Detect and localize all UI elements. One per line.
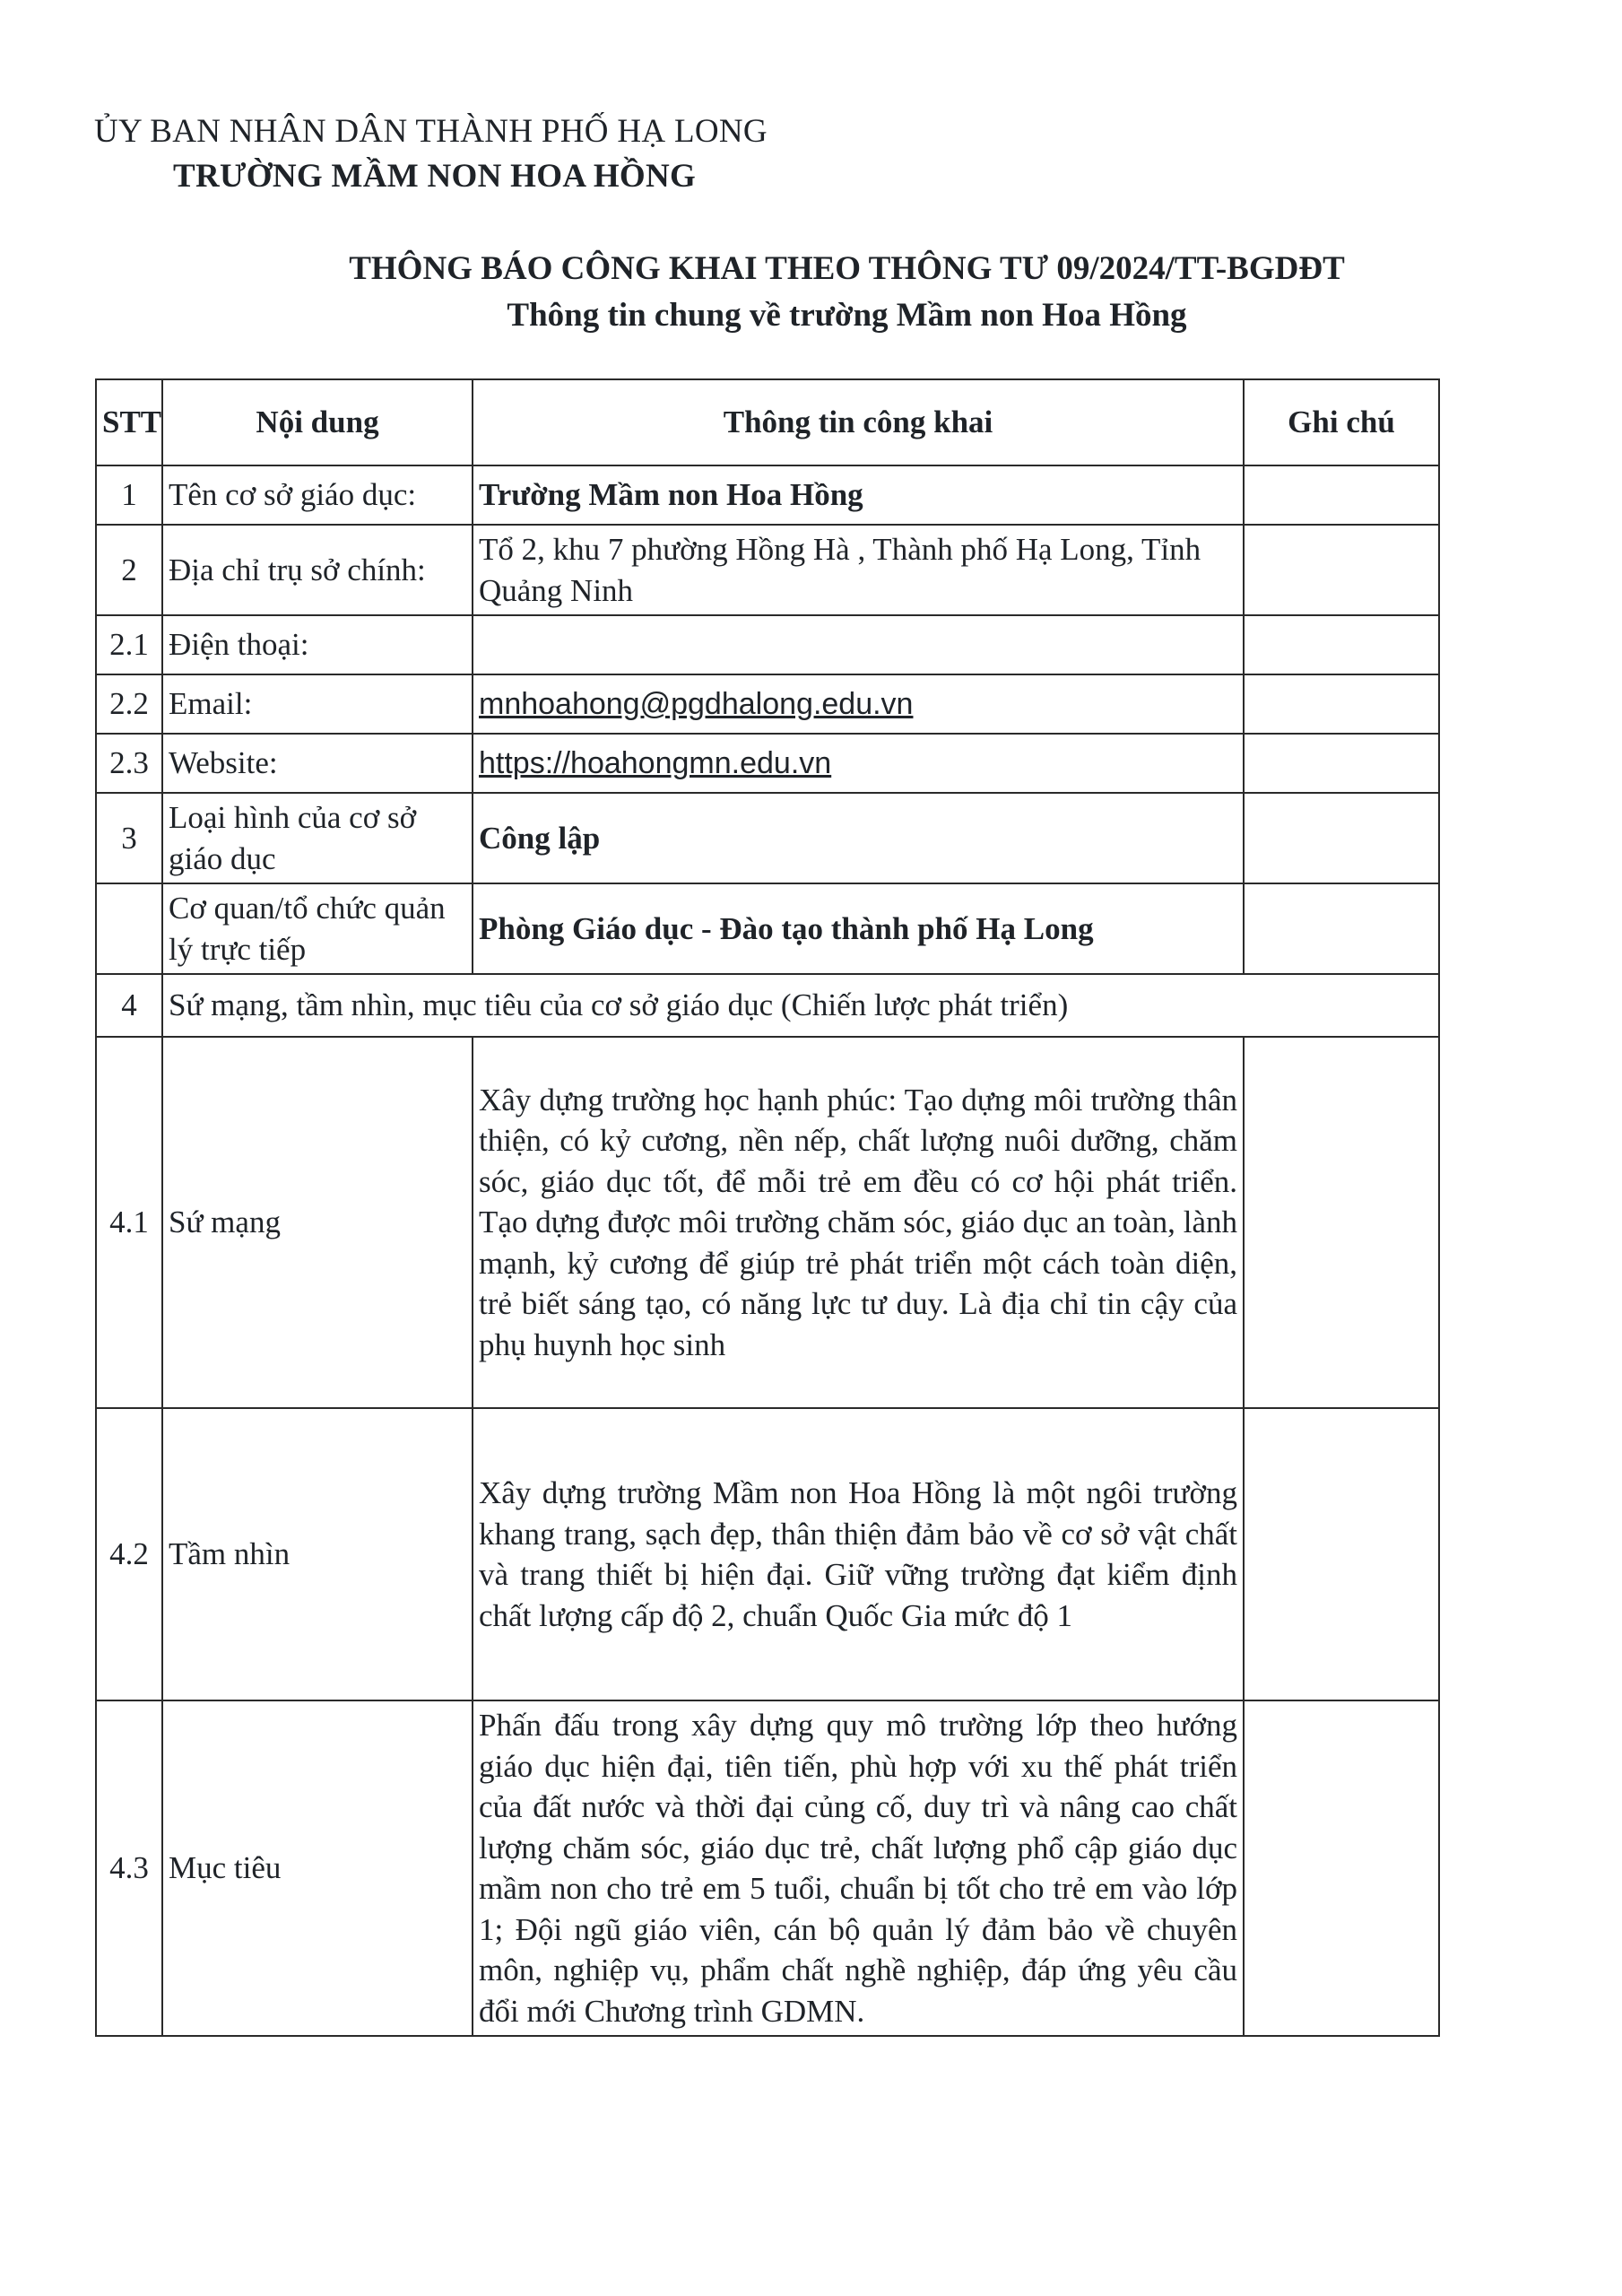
row-note [1244, 1408, 1439, 1700]
row-label: Cơ quan/tổ chức quản lý trực tiếp [162, 883, 473, 974]
row-label: Tầm nhìn [162, 1408, 473, 1700]
row-label: Loại hình của cơ sở giáo dục [162, 793, 473, 883]
table-row [96, 1408, 1439, 1700]
row-number: 2 [96, 525, 162, 615]
row-number: 4.1 [96, 1037, 162, 1408]
table-row [96, 1037, 1439, 1408]
row-label: Điện thoại: [162, 615, 473, 674]
email-link[interactable]: mnhoahong@pgdhalong.edu.vn [479, 687, 914, 722]
table-row [96, 883, 1439, 974]
row-note [1244, 465, 1439, 525]
header-info: Thông tin công khai [473, 379, 1244, 465]
row-label: Địa chỉ trụ sở chính: [162, 525, 473, 615]
header-stt: STT [96, 379, 162, 465]
info-table [95, 378, 1440, 2037]
row-value: Phấn đấu trong xây dựng quy mô trường lớp theo hướng giáo dục hiện đại, tiên tiến, phù hợp với xu thế phát triển của đất nước và thời đại củng cố, duy trì và nâng cao chất lượng chăm sóc, giáo dục trẻ, chất lượng phổ cập giáo dục mầm non cho trẻ em 5 tuổi, chuẩn bị tốt cho trẻ em vào lớp 1; Đội ngũ giáo viên, cán bộ quản lý đảm bảo về chuyên môn, nghiệp vụ, phẩm chất nghề nghiệp, đáp ứng yêu cầu đổi mới Chương trình GDMN. [473, 1700, 1244, 2036]
section-heading: Sứ mạng, tầm nhìn, mục tiêu của cơ sở giáo dục (Chiến lược phát triển) [162, 974, 1439, 1037]
table-row [96, 734, 1439, 793]
row-value: Công lập [473, 793, 1244, 883]
row-note [1244, 734, 1439, 793]
table-row [96, 525, 1439, 615]
row-label: Tên cơ sở giáo dục: [162, 465, 473, 525]
website-cell [473, 734, 1244, 793]
row-number: 1 [96, 465, 162, 525]
row-label: Sứ mạng [162, 1037, 473, 1408]
row-note [1244, 883, 1439, 974]
table-row [96, 674, 1439, 734]
row-number: 2.2 [96, 674, 162, 734]
row-note [1244, 1037, 1439, 1408]
table-row [96, 615, 1439, 674]
row-note [1244, 525, 1439, 615]
row-number: 4.3 [96, 1700, 162, 2036]
table-row [96, 465, 1439, 525]
row-value [473, 615, 1244, 674]
row-value: Xây dựng trường học hạnh phúc: Tạo dựng môi trường thân thiện, có kỷ cương, nền nếp, chất lượng nuôi dưỡng, chăm sóc, giáo dục tốt, để mỗi trẻ em đều có cơ hội phát triển. Tạo dựng được môi trường chăm sóc, giáo dục an toàn, lành mạnh, kỷ cương để giúp trẻ phát triển một cách toàn diện, trẻ biết sáng tạo, có năng lực tư duy. Là địa chỉ tin cậy của phụ huynh học sinh [473, 1037, 1244, 1408]
row-number: 2.1 [96, 615, 162, 674]
row-note [1244, 793, 1439, 883]
row-value: Xây dựng trường Mầm non Hoa Hồng là một ngôi trường khang trang, sạch đẹp, thân thiện đảm bảo về cơ sở vật chất và trang thiết bị hiện đại. Giữ vững trường đạt kiểm định chất lượng cấp độ 2, chuẩn Quốc Gia mức độ 1 [473, 1408, 1244, 1700]
table-row [96, 974, 1439, 1037]
row-number: 3 [96, 793, 162, 883]
row-label: Email: [162, 674, 473, 734]
website-link[interactable]: https://hoahongmn.edu.vn [479, 746, 832, 781]
row-value: Tổ 2, khu 7 phường Hồng Hà , Thành phố Hạ Long, Tỉnh Quảng Ninh [473, 525, 1244, 615]
row-number: 4.2 [96, 1408, 162, 1700]
row-number: 4 [96, 974, 162, 1037]
table-row [96, 793, 1439, 883]
authority-name: ỦY BAN NHÂN DÂN THÀNH PHỐ HẠ LONG [94, 113, 768, 150]
school-name: TRƯỜNG MẦM NON HOA HỒNG [173, 158, 697, 195]
row-value: Trường Mầm non Hoa Hồng [473, 465, 1244, 525]
email-cell [473, 674, 1244, 734]
header-content: Nội dung [162, 379, 473, 465]
row-number: 2.3 [96, 734, 162, 793]
row-number [96, 883, 162, 974]
row-note [1244, 674, 1439, 734]
row-value: Phòng Giáo dục - Đào tạo thành phố Hạ Long [473, 883, 1244, 974]
document-subtitle: Thông tin chung về trường Mầm non Hoa Hồng [507, 297, 1187, 334]
row-label: Mục tiêu [162, 1700, 473, 2036]
row-note [1244, 615, 1439, 674]
header-note: Ghi chú [1244, 379, 1439, 465]
table-row [96, 1700, 1439, 2036]
table-header-row [96, 379, 1439, 465]
document-title: THÔNG BÁO CÔNG KHAI THEO THÔNG TƯ 09/2024/TT-BGDĐT [349, 250, 1345, 287]
row-label: Website: [162, 734, 473, 793]
row-note [1244, 1700, 1439, 2036]
